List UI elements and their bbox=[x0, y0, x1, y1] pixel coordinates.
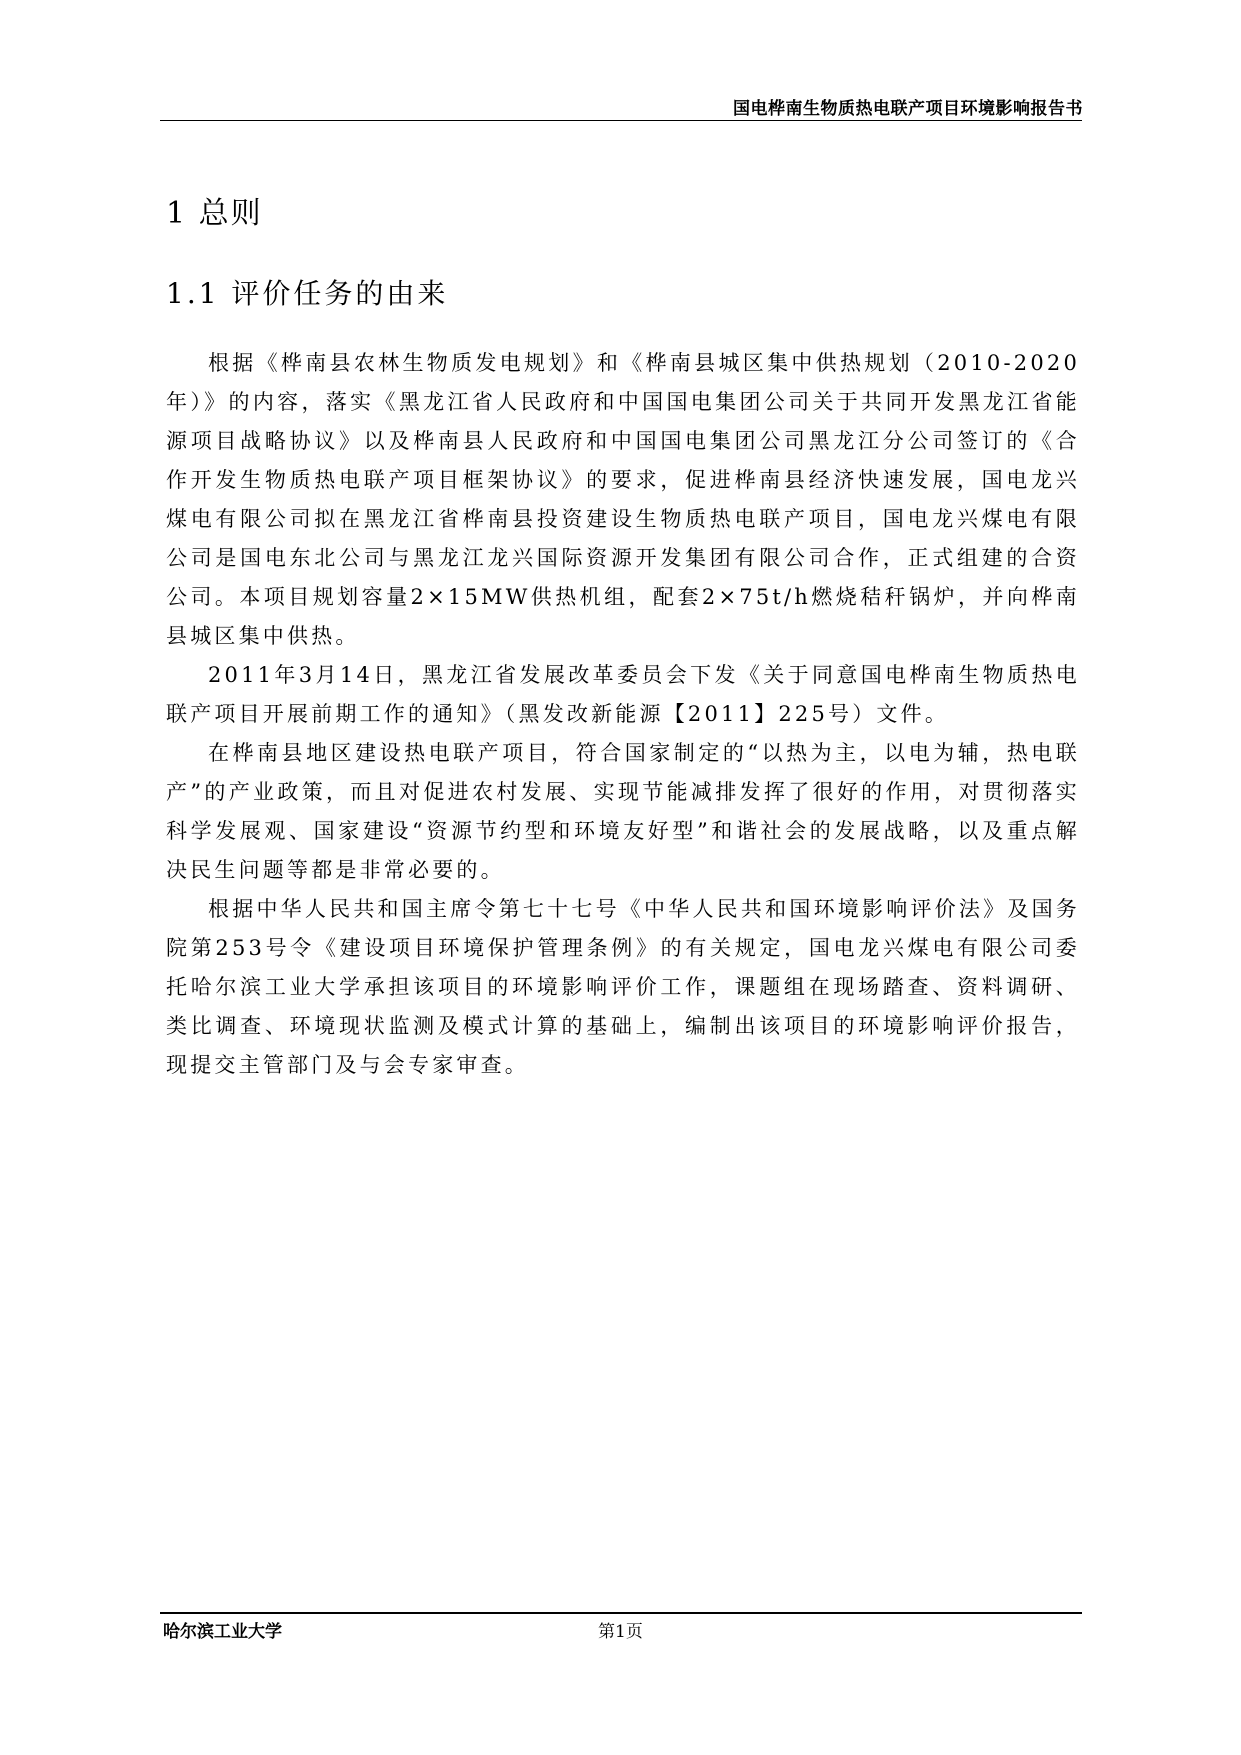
chapter-heading: 1 总则 bbox=[166, 196, 263, 231]
footer-organization: 哈尔滨工业大学 bbox=[163, 1622, 282, 1642]
paragraph: 根据中华人民共和国主席令第七十七号《中华人民共和国环境影响评价法》及国务院第253号令《建设项目环境保护管理条例》的有关规定，国电龙兴煤电有限公司委托哈尔滨工业大学承担该项目的环境影响评价工作，课题组在现场踏查、资料调研、类比调查、环境现状监测及模式计算的基础上，编制出该项目的环境影响评价报告，现提交主管部门及与会专家审查。 bbox=[166, 897, 1080, 1077]
header-divider bbox=[160, 120, 1082, 121]
running-header-title: 国电桦南生物质热电联产项目环境影响报告书 bbox=[733, 99, 1083, 119]
body-text bbox=[166, 344, 1080, 1085]
paragraph: 根据《桦南县农林生物质发电规划》和《桦南县城区集中供热规划（2010-2020年）》的内容，落实《黑龙江省人民政府和中国国电集团公司关于共同开发黑龙江省能源项目战略协议》以及桦南县人民政府和中国国电集团公司黑龙江分公司签订的《合作开发生物质热电联产项目框架协议》的要求，促进桦南县经济快速发展，国电龙兴煤电有限公司拟在黑龙江省桦南县投资建设生物质热电联产项目，国电龙兴煤电有限公司是国电东北公司与黑龙江龙兴国际资源开发集团有限公司合作，正式组建的合资公司。本项目规划容量2×15MW供热机组，配套2×75t/h燃烧秸秆锅炉，并向桦南县城区集中供热。 bbox=[166, 351, 1080, 648]
section-heading: 1.1 评价任务的由来 bbox=[166, 277, 449, 310]
footer-divider bbox=[160, 1612, 1082, 1614]
paragraph: 在桦南县地区建设热电联产项目，符合国家制定的“以热为主，以电为辅，热电联产”的产业政策，而且对促进农村发展、实现节能减排发挥了很好的作用，对贯彻落实科学发展观、国家建设“资源节约型和环境友好型”和谐社会的发展战略，以及重点解决民生问题等都是非常必要的。 bbox=[166, 741, 1080, 882]
page-number: 第1页 bbox=[598, 1622, 643, 1642]
paragraph: 2011年3月14日，黑龙江省发展改革委员会下发《关于同意国电桦南生物质热电联产项目开展前期工作的通知》（黑发改新能源【2011】225号）文件。 bbox=[166, 663, 1080, 726]
